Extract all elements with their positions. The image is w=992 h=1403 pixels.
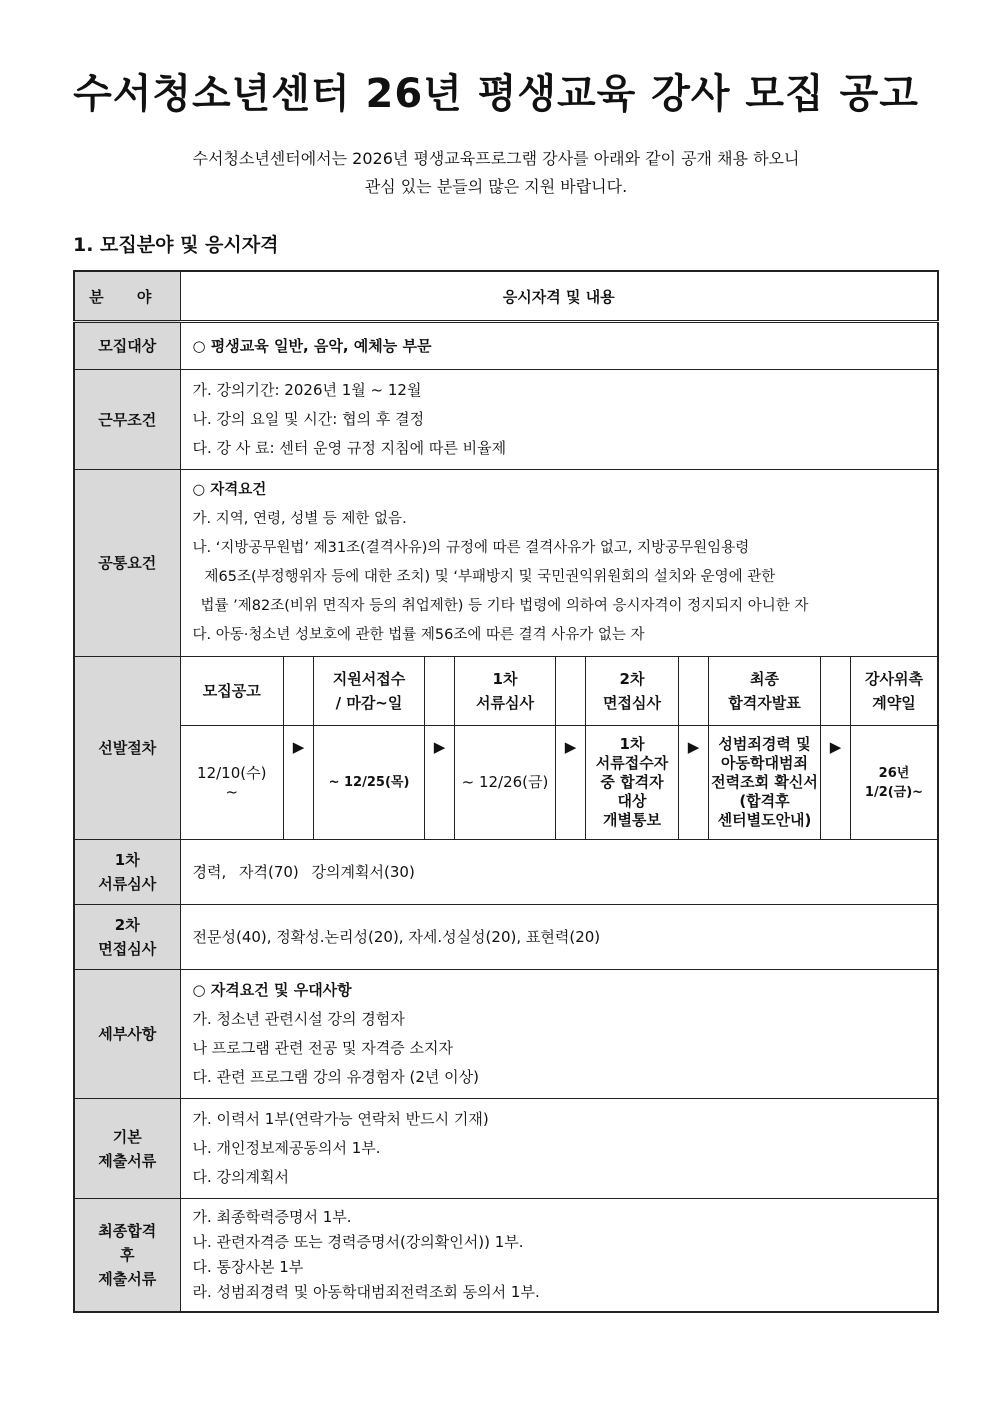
arrow-right-icon: ▶ bbox=[425, 726, 455, 839]
step-title: 강사위촉 계약일 bbox=[851, 657, 938, 726]
row-label: 모집대상 bbox=[74, 322, 180, 370]
table-row-target bbox=[74, 322, 938, 370]
step-spacer bbox=[425, 657, 455, 726]
content-line: 다. 관련 프로그램 강의 유경험자 (2년 이상) bbox=[192, 1068, 479, 1086]
content-line: ○ 자격요건 bbox=[192, 482, 267, 498]
row-label: 선발절차 bbox=[74, 657, 180, 840]
step-title: 모집공고 bbox=[181, 657, 284, 726]
content-line: 전문성(40), 정확성.논리성(20), 자세.성실성(20), 표현력(20) bbox=[192, 927, 601, 946]
table-row-conditions bbox=[74, 370, 938, 470]
arrow-right-icon: ▶ bbox=[679, 726, 709, 839]
table-row-second-review bbox=[74, 905, 938, 970]
row-label: 공통요건 bbox=[74, 470, 180, 657]
table-row-final-docs bbox=[74, 1199, 938, 1313]
row-content bbox=[180, 322, 938, 370]
content-line: 가. 강의기간: 2026년 1월 ~ 12월 bbox=[192, 381, 422, 399]
step-title: 2차 면접심사 bbox=[586, 657, 679, 726]
content-line: 나. 관련자격증 또는 경력증명서(강의확인서)) 1부. bbox=[192, 1233, 524, 1251]
table-row-common bbox=[74, 470, 938, 657]
content-line: 법률 ’제82조(비위 면직자 등의 취업제한) 등 기타 법령에 의하여 응시자격이 정지되지 아니한 자 bbox=[200, 598, 809, 614]
content-line: 다. 강의계획서 bbox=[192, 1168, 289, 1186]
step-date: ~ 12/26(금) bbox=[455, 726, 556, 839]
header-category: 분 야 bbox=[74, 271, 180, 322]
step-spacer bbox=[821, 657, 851, 726]
step-date: ~ 12/25(목) bbox=[314, 726, 425, 839]
content-line: 가. 최종학력증명서 1부. bbox=[192, 1208, 352, 1226]
intro-line: 수서청소년센터에서는 2026년 평생교육프로그램 강사를 아래와 같이 공개 채용 하오니 bbox=[192, 149, 800, 168]
table-row-first-review bbox=[74, 840, 938, 905]
recruitment-table bbox=[73, 270, 939, 1313]
content-line: 나 프로그램 관련 전공 및 자격증 소지자 bbox=[192, 1039, 453, 1057]
content-line: 나. 개인정보제공동의서 1부. bbox=[192, 1139, 381, 1157]
content-line: ○ 평생교육 일반, 음악, 예체능 부문 bbox=[192, 336, 432, 355]
content-line: 나. 강의 요일 및 시간: 협의 후 결정 bbox=[192, 410, 425, 428]
arrow-right-icon: ▶ bbox=[556, 726, 586, 839]
row-content bbox=[180, 1199, 938, 1313]
row-content bbox=[180, 905, 938, 970]
process-grid bbox=[181, 657, 938, 839]
intro-paragraph bbox=[0, 145, 992, 201]
content-line: ○ 자격요건 및 우대사항 bbox=[192, 981, 352, 999]
row-content bbox=[180, 470, 938, 657]
content-line: 경력, 자격(70) 강의계획서(30) bbox=[192, 862, 415, 881]
row-content bbox=[180, 370, 938, 470]
step-spacer bbox=[679, 657, 709, 726]
step-title: 1차 서류심사 bbox=[455, 657, 556, 726]
section-heading: 1. 모집분야 및 응시자격 bbox=[73, 234, 279, 256]
intro-line: 관심 있는 분들의 많은 지원 바랍니다. bbox=[364, 177, 628, 196]
table-row-process bbox=[74, 657, 938, 840]
row-content bbox=[180, 970, 938, 1099]
process-titles-row bbox=[181, 657, 938, 726]
row-label: 기본 제출서류 bbox=[74, 1099, 180, 1199]
step-title: 지원서접수 / 마감~일 bbox=[314, 657, 425, 726]
content-line: 제65조(부정행위자 등에 대한 조치) 및 ‘부패방지 및 국민권익위원회의 설치와 운영에 관한 bbox=[204, 569, 776, 585]
step-spacer bbox=[556, 657, 586, 726]
table-row-details bbox=[74, 970, 938, 1099]
table-row-basic-docs bbox=[74, 1099, 938, 1199]
arrow-right-icon: ▶ bbox=[821, 726, 851, 839]
step-date: 26년 1/2(금)~ bbox=[851, 726, 938, 839]
step-title: 최종 합격자발표 bbox=[709, 657, 821, 726]
table-header-row bbox=[74, 271, 938, 322]
content-line: 다. 강 사 료: 센터 운영 규정 지침에 따른 비율제 bbox=[192, 439, 507, 457]
row-label: 2차 면접심사 bbox=[74, 905, 180, 970]
step-date: 성범죄경력 및 아동학대범죄 전력조회 확신서 (합격후 센터별도안내) bbox=[709, 726, 821, 839]
content-line: 가. 이력서 1부(연락가능 연락처 반드시 기재) bbox=[192, 1110, 489, 1128]
row-label: 1차 서류심사 bbox=[74, 840, 180, 905]
page-title: 수서청소년센터 26년 평생교육 강사 모집 공고 bbox=[73, 71, 919, 117]
content-line: 나. ‘지방공무원법’ 제31조(결격사유)의 규정에 따른 결격사유가 없고, 지방공무원임용령 bbox=[192, 540, 750, 556]
step-spacer bbox=[284, 657, 314, 726]
process-dates-row bbox=[181, 726, 938, 839]
step-date: 12/10(수) ~ bbox=[181, 726, 284, 839]
process-grid-cell bbox=[180, 657, 938, 840]
content-line: 다. 아동·청소년 성보호에 관한 법률 제56조에 따른 결격 사유가 없는 자 bbox=[192, 627, 645, 643]
arrow-right-icon: ▶ bbox=[284, 726, 314, 839]
row-label: 최종합격 후 제출서류 bbox=[74, 1199, 180, 1313]
step-date: 1차 서류접수자 중 합격자 대상 개별통보 bbox=[586, 726, 679, 839]
row-content bbox=[180, 840, 938, 905]
header-content: 응시자격 및 내용 bbox=[180, 271, 938, 322]
row-label: 세부사항 bbox=[74, 970, 180, 1099]
row-label: 근무조건 bbox=[74, 370, 180, 470]
content-line: 가. 지역, 연령, 성별 등 제한 없음. bbox=[192, 511, 407, 527]
content-line: 라. 성범죄경력 및 아동학대범죄전력조회 동의서 1부. bbox=[192, 1283, 540, 1301]
content-line: 가. 청소년 관련시설 강의 경험자 bbox=[192, 1010, 405, 1028]
row-content bbox=[180, 1099, 938, 1199]
content-line: 다. 통장사본 1부 bbox=[192, 1258, 304, 1276]
